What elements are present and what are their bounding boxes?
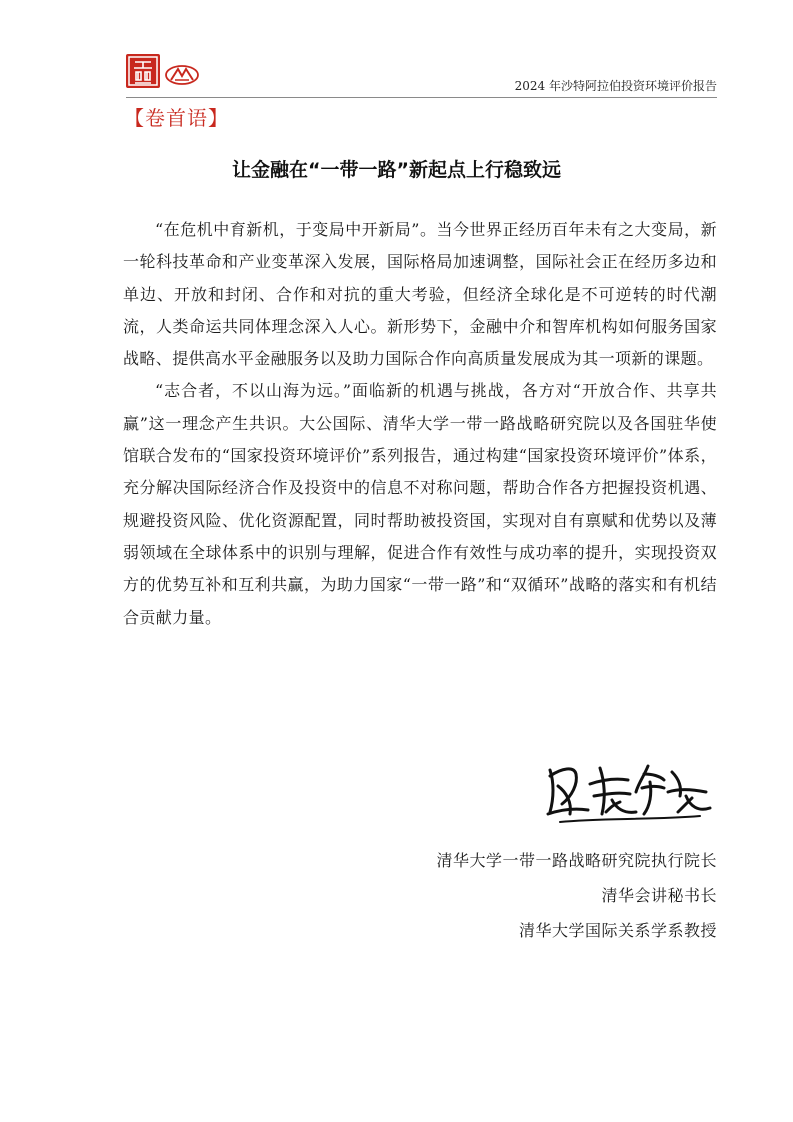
handwritten-signature-icon [540,752,718,828]
report-header-title: 2024 年沙特阿拉伯投资环境评价报告 [514,79,717,93]
institute-seal-logo-icon [126,54,160,88]
signatory-title-line: 清华大学国际关系学系教授 [518,921,717,940]
signatory-title-line: 清华会讲秘书长 [601,886,717,905]
signatory-titles [436,843,717,948]
signatory-title-line: 清华大学一带一路战略研究院执行院长 [436,851,717,870]
section-tag: 【卷首语】 [124,106,229,130]
body-text [123,214,717,634]
partner-emblem-logo-icon [164,64,200,86]
paragraph: “志合者，不以山海为远。”面临新的机遇与挑战，各方对“开放合作、共享共赢”这一理念产生共识。大公国际、清华大学一带一路战略研究院以及各国驻华使馆联合发布的“国家投资环境评价”系列报告，通过构建“国家投资环境评价”体系，充分解决国际经济合作及投资中的信息不对称问题，帮助合作各方把握投资机遇、规避投资风险、优化资源配置，同时帮助被投资国，实现对自有禀赋和优势以及薄弱领域在全球体系中的识别与理解，促进合作有效性与成功率的提升，实现投资双方的优势互补和互利共赢，为助力国家“一带一路”和“双循环”战略的落实和有机结合贡献力量。 [123,381,717,627]
document-title: 让金融在“一带一路”新起点上行稳致远 [232,159,561,181]
paragraph: “在危机中育新机，于变局中开新局”。当今世界正经历百年未有之大变局，新一轮科技革命和产业变革深入发展，国际格局加速调整，国际社会正在经历多边和单边、开放和封闭、合作和对抗的重大考验，但经济全球化是不可逆转的时代潮流，人类命运共同体理念深入人心。新形势下，金融中介和智库机构如何服务国家战略、提供高水平金融服务以及助力国际合作向高质量发展成为其一项新的课题。 [123,220,717,369]
header-divider [126,97,717,98]
